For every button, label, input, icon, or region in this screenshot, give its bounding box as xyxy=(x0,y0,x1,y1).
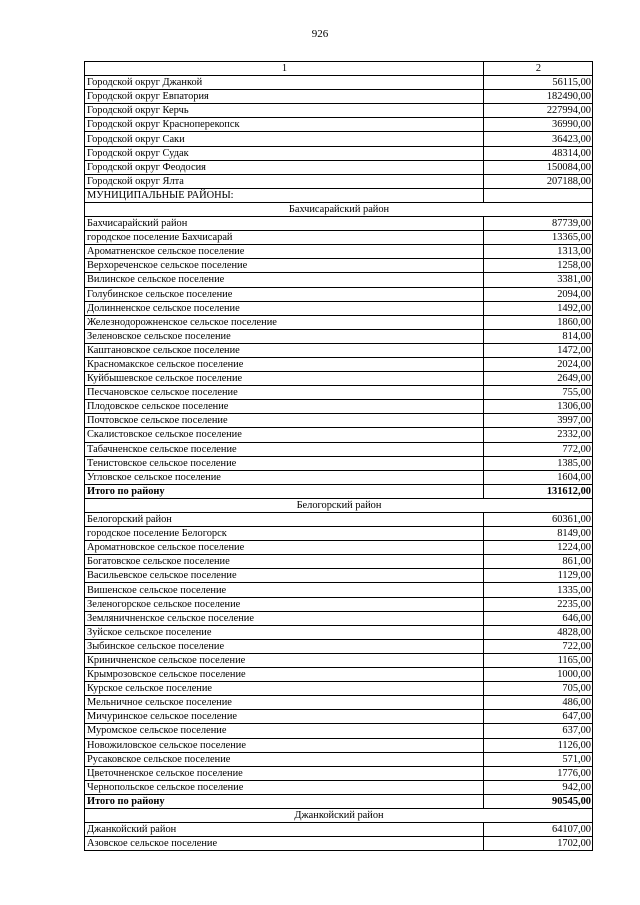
table-row xyxy=(85,569,593,583)
section-title: Джанкойский район xyxy=(85,808,593,822)
row-value: 3381,00 xyxy=(484,273,593,287)
row-value: 2649,00 xyxy=(484,372,593,386)
row-name: Зеленовское сельское поселение xyxy=(85,329,484,343)
row-name: Ароматненское сельское поселение xyxy=(85,245,484,259)
row-value: 755,00 xyxy=(484,386,593,400)
table-row xyxy=(85,287,593,301)
row-name: Городской округ Красноперекопск xyxy=(85,118,484,132)
row-name: Крымрозовское сельское поселение xyxy=(85,668,484,682)
table-row xyxy=(85,527,593,541)
row-value: 1776,00 xyxy=(484,766,593,780)
table-row xyxy=(85,386,593,400)
row-value: 722,00 xyxy=(484,639,593,653)
row-name: Итого по району xyxy=(85,794,484,808)
table-row xyxy=(85,513,593,527)
row-name: Песчановское сельское поселение xyxy=(85,386,484,400)
table-row xyxy=(85,400,593,414)
row-value: 861,00 xyxy=(484,555,593,569)
table-row xyxy=(85,428,593,442)
row-value: 64107,00 xyxy=(484,823,593,837)
row-name: Каштановское сельское поселение xyxy=(85,343,484,357)
row-value: 8149,00 xyxy=(484,527,593,541)
table-row xyxy=(85,104,593,118)
table-row xyxy=(85,442,593,456)
row-value: 2094,00 xyxy=(484,287,593,301)
section-title: Белогорский район xyxy=(85,498,593,512)
row-name: Васильевское сельское поселение xyxy=(85,569,484,583)
table-body xyxy=(85,62,593,851)
row-name: Итого по району xyxy=(85,484,484,498)
table-row xyxy=(85,555,593,569)
table-row xyxy=(85,710,593,724)
table-row xyxy=(85,76,593,90)
row-name: Муромское сельское поселение xyxy=(85,724,484,738)
row-value: 150084,00 xyxy=(484,160,593,174)
row-name: Городской округ Ялта xyxy=(85,174,484,188)
row-value: 1860,00 xyxy=(484,315,593,329)
row-value: 1604,00 xyxy=(484,470,593,484)
section-title: Бахчисарайский район xyxy=(85,202,593,216)
section-header-row xyxy=(85,498,593,512)
page-number: 926 xyxy=(311,28,329,40)
table-row xyxy=(85,583,593,597)
section-header-row xyxy=(85,202,593,216)
row-name: Городской округ Керчь xyxy=(85,104,484,118)
row-name: Мельничное сельское поселение xyxy=(85,696,484,710)
table-row xyxy=(85,752,593,766)
table-row xyxy=(85,456,593,470)
table-row xyxy=(85,146,593,160)
row-value: 1492,00 xyxy=(484,301,593,315)
row-name: Белогорский район xyxy=(85,513,484,527)
table-row xyxy=(85,245,593,259)
table-row xyxy=(85,470,593,484)
row-name: Криничненское сельское поселение xyxy=(85,653,484,667)
row-name: Ароматновское сельское поселение xyxy=(85,541,484,555)
table-row xyxy=(85,188,593,202)
row-value: 1472,00 xyxy=(484,343,593,357)
row-value: 90545,00 xyxy=(484,794,593,808)
row-name: Бахчисарайский район xyxy=(85,217,484,231)
row-value: 131612,00 xyxy=(484,484,593,498)
table-row xyxy=(85,696,593,710)
table-row xyxy=(85,639,593,653)
table-row xyxy=(85,132,593,146)
row-name: Долинненское сельское поселение xyxy=(85,301,484,315)
table-row xyxy=(85,724,593,738)
table-row xyxy=(85,625,593,639)
row-name: Азовское сельское поселение xyxy=(85,837,484,851)
header-col-1: 1 xyxy=(85,62,484,76)
row-value: 36423,00 xyxy=(484,132,593,146)
row-value: 1335,00 xyxy=(484,583,593,597)
row-value: 56115,00 xyxy=(484,76,593,90)
row-value: 1224,00 xyxy=(484,541,593,555)
row-value: 182490,00 xyxy=(484,90,593,104)
row-value xyxy=(484,188,593,202)
table-row xyxy=(85,653,593,667)
table-row xyxy=(85,414,593,428)
row-name: Почтовское сельское поселение xyxy=(85,414,484,428)
row-value: 1000,00 xyxy=(484,668,593,682)
row-value: 486,00 xyxy=(484,696,593,710)
row-name: Чернопольское сельское поселение xyxy=(85,780,484,794)
row-value: 646,00 xyxy=(484,611,593,625)
row-name: городское поселение Белогорск xyxy=(85,527,484,541)
row-name: Угловское сельское поселение xyxy=(85,470,484,484)
table-row xyxy=(85,343,593,357)
row-value: 227994,00 xyxy=(484,104,593,118)
row-value: 1306,00 xyxy=(484,400,593,414)
row-value: 1129,00 xyxy=(484,569,593,583)
row-value: 13365,00 xyxy=(484,231,593,245)
table-row xyxy=(85,273,593,287)
section-header-row xyxy=(85,808,593,822)
row-name: Городской округ Судак xyxy=(85,146,484,160)
row-value: 207188,00 xyxy=(484,174,593,188)
row-name: Курское сельское поселение xyxy=(85,682,484,696)
table-row xyxy=(85,611,593,625)
row-value: 2235,00 xyxy=(484,597,593,611)
row-value: 60361,00 xyxy=(484,513,593,527)
table-row xyxy=(85,668,593,682)
row-value: 48314,00 xyxy=(484,146,593,160)
row-value: 571,00 xyxy=(484,752,593,766)
table-row xyxy=(85,301,593,315)
row-value: 647,00 xyxy=(484,710,593,724)
row-name: Богатовское сельское поселение xyxy=(85,555,484,569)
row-name: Цветочненское сельское поселение xyxy=(85,766,484,780)
row-name: Городской округ Джанкой xyxy=(85,76,484,90)
row-name: Верхореченское сельское поселение xyxy=(85,259,484,273)
table-row xyxy=(85,738,593,752)
table-row xyxy=(85,90,593,104)
row-name: Куйбышевское сельское поселение xyxy=(85,372,484,386)
table-header-row xyxy=(85,62,593,76)
table-row xyxy=(85,160,593,174)
table-row xyxy=(85,541,593,555)
row-value: 772,00 xyxy=(484,442,593,456)
total-row xyxy=(85,794,593,808)
row-name: Скалистовское сельское поселение xyxy=(85,428,484,442)
header-col-2: 2 xyxy=(484,62,593,76)
table-row xyxy=(85,780,593,794)
row-value: 705,00 xyxy=(484,682,593,696)
table-row xyxy=(85,357,593,371)
row-value: 1258,00 xyxy=(484,259,593,273)
table-row xyxy=(85,766,593,780)
table-row xyxy=(85,174,593,188)
row-value: 637,00 xyxy=(484,724,593,738)
table-row xyxy=(85,315,593,329)
row-name: Новожиловское сельское поселение xyxy=(85,738,484,752)
row-value: 4828,00 xyxy=(484,625,593,639)
row-value: 2024,00 xyxy=(484,357,593,371)
row-value: 942,00 xyxy=(484,780,593,794)
row-name: Русаковское сельское поселение xyxy=(85,752,484,766)
row-name: Вишенское сельское поселение xyxy=(85,583,484,597)
row-value: 1385,00 xyxy=(484,456,593,470)
row-name: Земляничненское сельское поселение xyxy=(85,611,484,625)
budget-table xyxy=(84,61,593,851)
row-value: 814,00 xyxy=(484,329,593,343)
row-value: 87739,00 xyxy=(484,217,593,231)
row-value: 1313,00 xyxy=(484,245,593,259)
row-value: 3997,00 xyxy=(484,414,593,428)
row-value: 1126,00 xyxy=(484,738,593,752)
table-row xyxy=(85,118,593,132)
row-name: Табачненское сельское поселение xyxy=(85,442,484,456)
row-name: Зыбинское сельское поселение xyxy=(85,639,484,653)
row-name: Зеленогорское сельское поселение xyxy=(85,597,484,611)
total-row xyxy=(85,484,593,498)
row-name: Голубинское сельское поселение xyxy=(85,287,484,301)
row-value: 36990,00 xyxy=(484,118,593,132)
table-row xyxy=(85,231,593,245)
row-name: Городской округ Феодосия xyxy=(85,160,484,174)
table-row xyxy=(85,597,593,611)
row-value: 1702,00 xyxy=(484,837,593,851)
row-name: Городской округ Саки xyxy=(85,132,484,146)
row-name: Джанкойский район xyxy=(85,823,484,837)
row-name: Городской округ Евпатория xyxy=(85,90,484,104)
row-name: городское поселение Бахчисарай xyxy=(85,231,484,245)
row-name: Красномакское сельское поселение xyxy=(85,357,484,371)
table-row xyxy=(85,259,593,273)
table-row xyxy=(85,837,593,851)
table-row xyxy=(85,329,593,343)
row-name: Плодовское сельское поселение xyxy=(85,400,484,414)
table-row xyxy=(85,682,593,696)
table-row xyxy=(85,372,593,386)
row-name: Железнодорожненское сельское поселение xyxy=(85,315,484,329)
row-name: МУНИЦИПАЛЬНЫЕ РАЙОНЫ: xyxy=(85,188,484,202)
row-name: Тенистовское сельское поселение xyxy=(85,456,484,470)
row-name: Мичуринское сельское поселение xyxy=(85,710,484,724)
table-row xyxy=(85,217,593,231)
row-value: 1165,00 xyxy=(484,653,593,667)
table-row xyxy=(85,823,593,837)
row-value: 2332,00 xyxy=(484,428,593,442)
row-name: Зуйское сельское поселение xyxy=(85,625,484,639)
row-name: Вилинское сельское поселение xyxy=(85,273,484,287)
